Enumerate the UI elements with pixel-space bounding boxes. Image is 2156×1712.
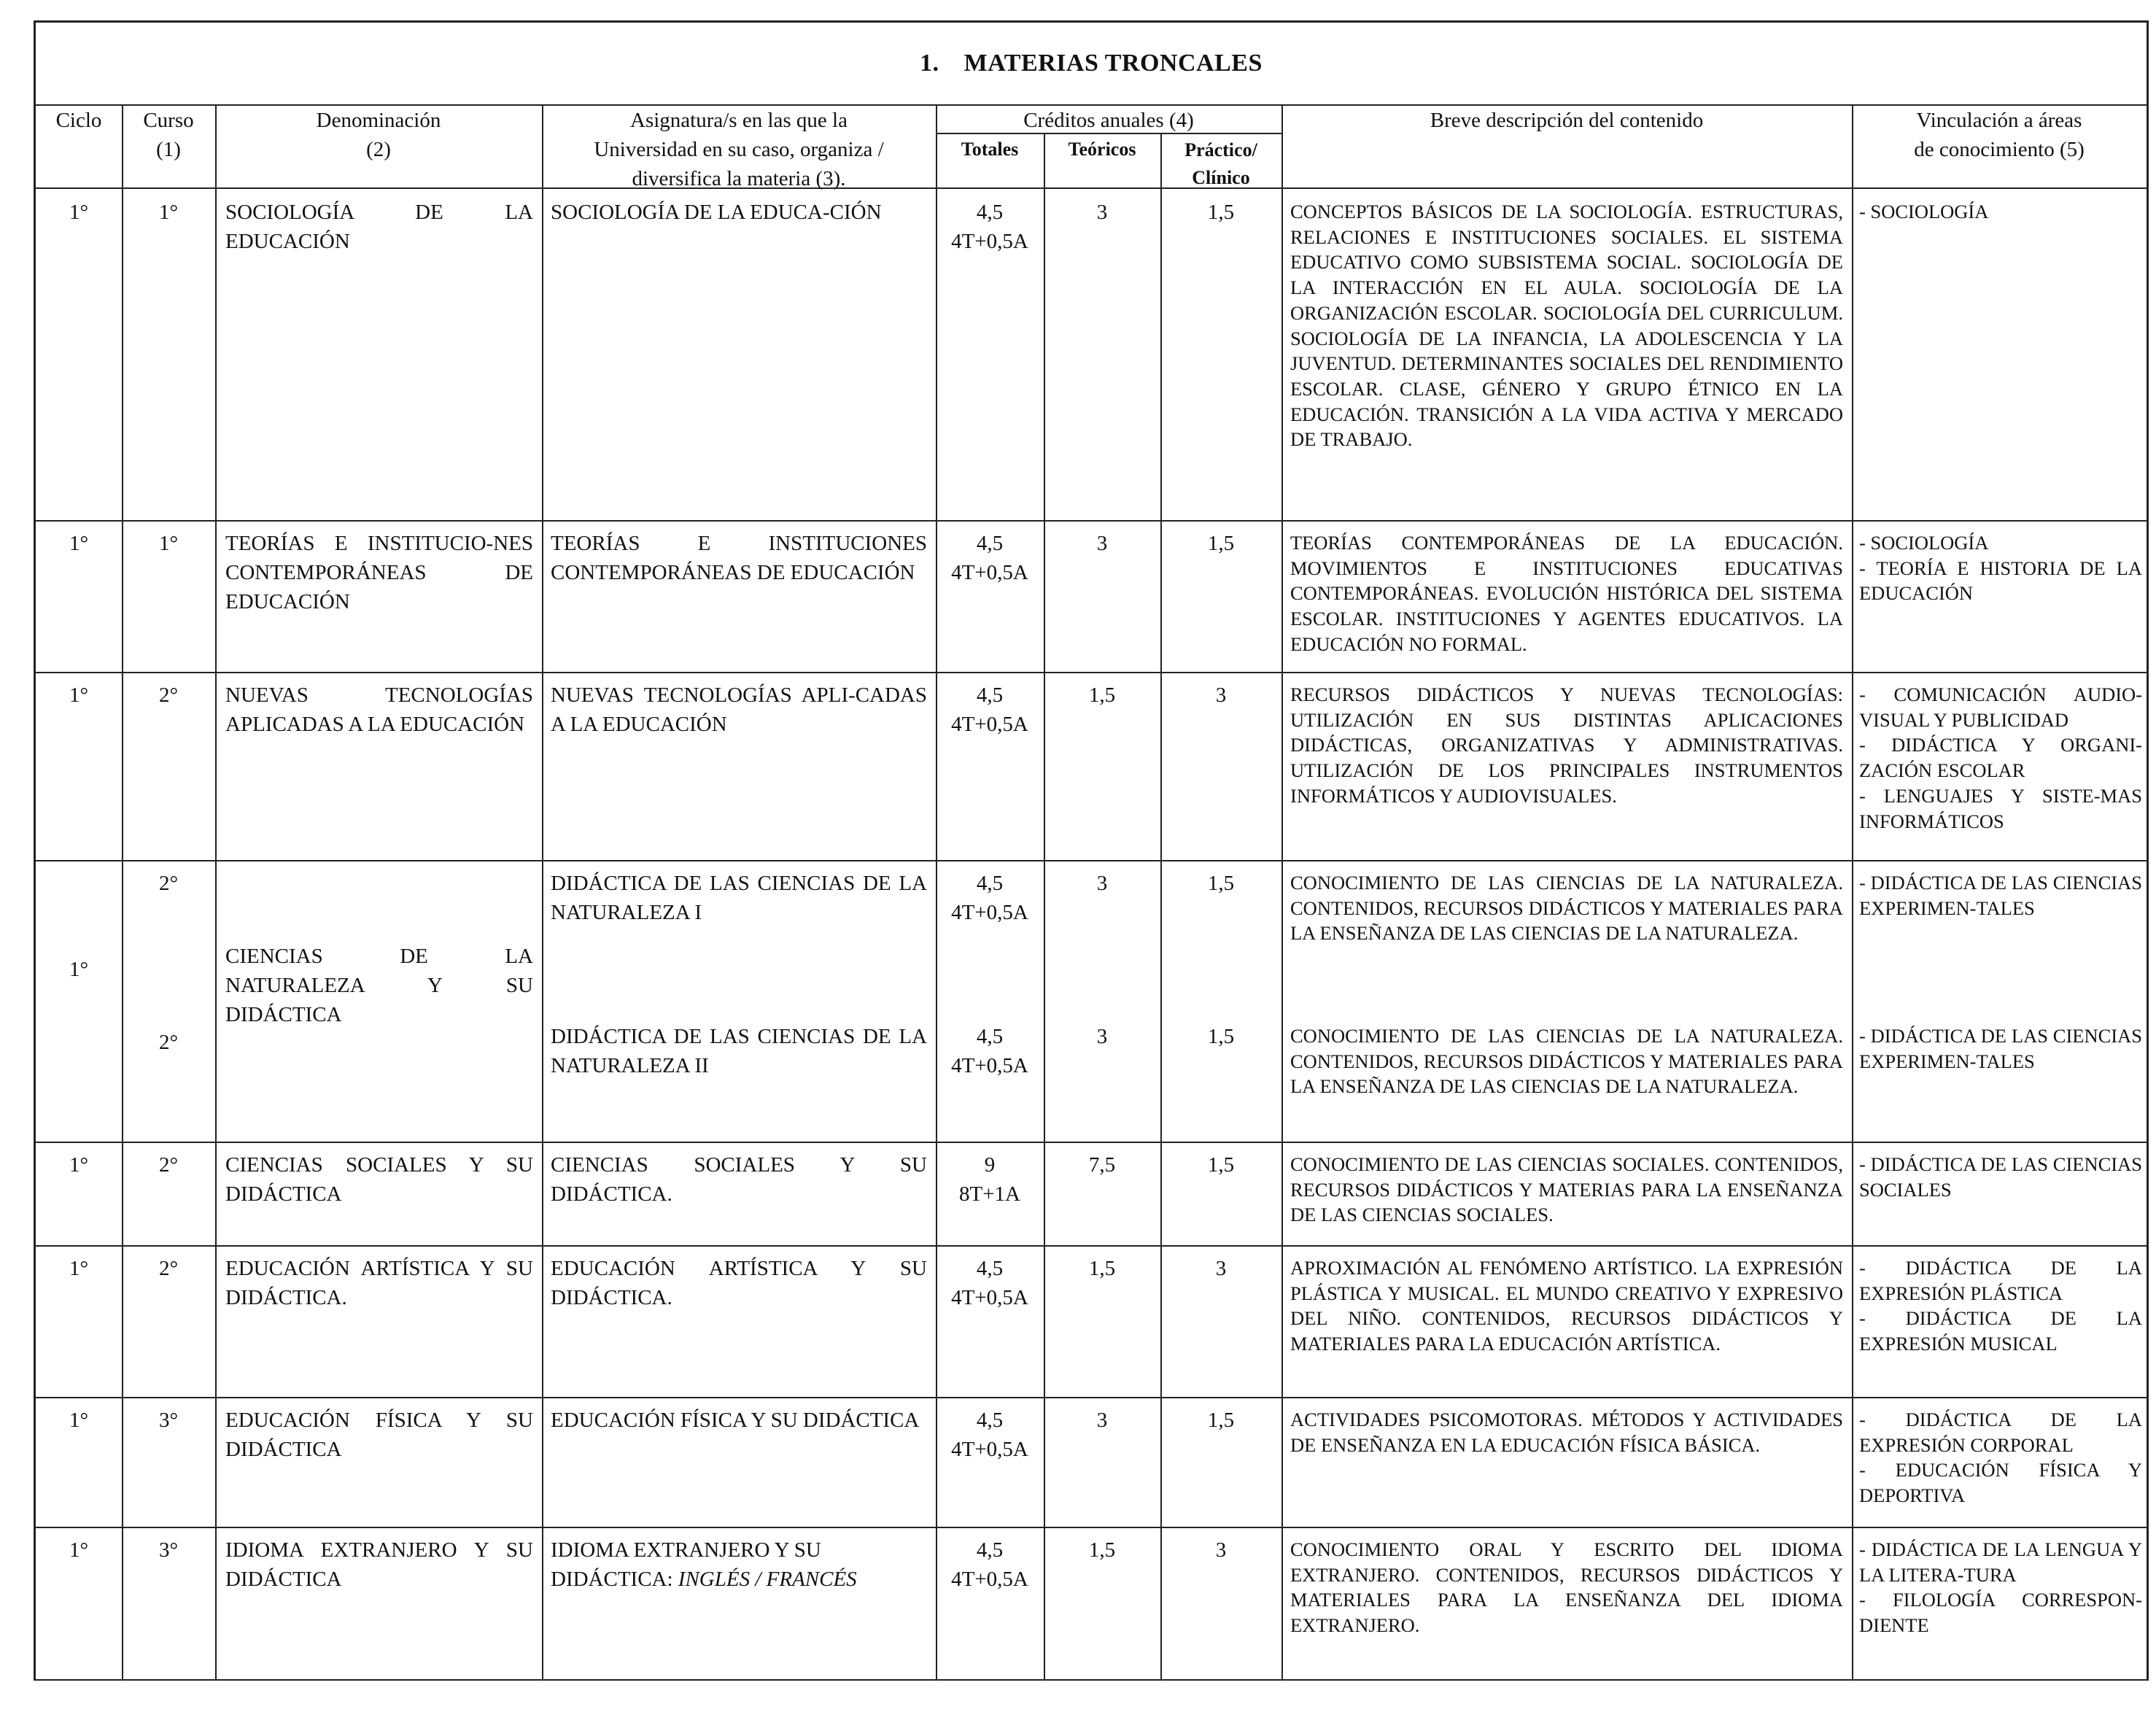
totales-value: 4,5 [976,872,1004,895]
col-rule [1281,104,1283,1679]
row-rule [36,1527,2147,1528]
descripcion-cell: APROXIMACIÓN AL FENÓMENO ARTÍSTICO. LA EXPRESIÓN PLÁSTICA Y MUSICAL. EL MUNDO CREATIVO Y EXPRESIVO DEL NIÑO. CONTENIDOS, RECURSOS DIDÁCTICOS Y MATERIALES PARA LA EDUCACIÓN ARTÍSTICA. [1290,1257,1843,1355]
teoricos-cell: 1,5 [1088,683,1116,707]
teoricos-cell: 3 [1096,201,1108,224]
ciclo-cell: 1° [69,1538,89,1562]
header-descripcion: Breve descripción del contenido [1430,109,1704,132]
area-item: - DIDÁCTICA Y ORGANI-ZACIÓN ESCOLAR [1859,734,2142,782]
area-item: - SOCIOLOGÍA [1859,532,1989,554]
areas-cell [1859,1537,2142,1638]
asignatura-cell: SOCIOLOGÍA DE LA EDUCA-CIÓN [551,201,882,224]
areas-cell [1859,682,2142,834]
section-title-text: MATERIAS TRONCALES [963,50,1263,77]
curso-cell: 2° [158,1031,179,1054]
materias-troncales-table [34,20,2149,1681]
denominacion-cell: IDIOMA EXTRANJERO Y SU DIDÁCTICA [225,1538,533,1592]
col-rule [1160,133,1162,1679]
row-rule [36,672,2147,673]
header-practico-line: Clínico [1192,166,1250,188]
totales-cell [936,1022,1044,1080]
practico-cell: 1,5 [1207,1153,1235,1177]
totales-cell [936,198,1044,256]
col-rule [1044,133,1045,1679]
header-creditos: Créditos anuales (4) [1023,109,1194,132]
teoricos-cell: 7,5 [1088,1153,1116,1177]
curso-cell: 2° [158,1153,179,1177]
area-item: - DIDÁCTICA DE LA LENGUA Y LA LITERA-TURA [1859,1538,2142,1586]
header-teoricos: Teóricos [1068,139,1136,160]
totales-value: 4,5 [976,201,1004,224]
asignatura-line: IDIOMA EXTRANJERO Y SU [551,1538,821,1562]
header-vinculacion-line: Vinculación a áreas [1916,109,2082,132]
denominacion-cell: EDUCACIÓN ARTÍSTICA Y SU DIDÁCTICA. [225,1257,533,1310]
practico-cell: 3 [1215,1538,1227,1562]
ciclo-cell: 1° [69,1409,89,1432]
curso-cell: 1° [158,201,179,224]
header-curso-label: Curso [143,109,194,132]
totales-detail: 4T+0,5A [951,561,1028,585]
descripcion-cell: ACTIVIDADES PSICOMOTORAS. MÉTODOS Y ACTIVIDADES DE ENSEÑANZA EN LA EDUCACIÓN FÍSICA BÁSICA. [1290,1409,1843,1456]
teoricos-cell: 1,5 [1088,1538,1116,1562]
header-denominacion-label: Denominación [316,109,441,132]
row-rule [36,860,2147,861]
teoricos-cell: 3 [1096,1409,1108,1432]
ciclo-cell: 1° [69,1153,89,1177]
totales-cell [936,1254,1044,1312]
denominacion-cell: EDUCACIÓN FÍSICA Y SU DIDÁCTICA [225,1409,533,1462]
area-item: - COMUNICACIÓN AUDIO-VISUAL Y PUBLICIDAD [1859,683,2142,731]
area-item: - LENGUAJES Y SISTE-MAS INFORMÁTICOS [1859,784,2142,832]
header-practico-line: Práctico/ [1184,139,1257,160]
section-number: 1. [920,50,939,77]
totales-value: 4,5 [976,532,1004,555]
descripcion-cell: CONOCIMIENTO DE LAS CIENCIAS SOCIALES. CONTENIDOS, RECURSOS DIDÁCTICOS Y MATERIAS PARA LA ENSEÑANZA DE LAS CIENCIAS SOCIALES. [1290,1153,1843,1226]
totales-detail: 4T+0,5A [951,1054,1028,1078]
totales-value: 4,5 [976,683,1004,707]
asignatura-cell: CIENCIAS SOCIALES Y SU DIDÁCTICA. [551,1153,927,1206]
teoricos-cell: 3 [1096,532,1108,555]
asignatura-cell: EDUCACIÓN ARTÍSTICA Y SU DIDÁCTICA. [551,1257,927,1310]
denominacion-cell: CIENCIAS DE LA NATURALEZA Y SU DIDÁCTICA [225,945,533,1027]
areas-cell [1859,1152,2142,1202]
practico-cell: 1,5 [1207,872,1235,895]
header-curso-note: (1) [156,138,181,162]
practico-cell: 1,5 [1207,1409,1235,1432]
areas-cell [1859,1407,2142,1508]
row-rule [36,1397,2147,1398]
practico-cell: 1,5 [1207,201,1235,224]
practico-cell: 3 [1215,683,1227,707]
curso-cell: 3° [158,1409,179,1432]
asignatura-line: DIDÁCTICA: [551,1568,678,1592]
teoricos-cell: 1,5 [1088,1257,1116,1280]
area-item: - EDUCACIÓN FÍSICA Y DEPORTIVA [1859,1459,2142,1507]
totales-detail: 4T+0,5A [951,1568,1028,1592]
totales-detail: 8T+1A [958,1182,1020,1206]
asignatura-languages: INGLÉS / FRANCÉS [678,1568,857,1592]
header-asignatura-line: Universidad en su caso, organiza / [594,138,884,162]
col-rule [1852,104,1853,1679]
descripcion-cell: CONCEPTOS BÁSICOS DE LA SOCIOLOGÍA. ESTRUCTURAS, RELACIONES E INSTITUCIONES SOCIALES. EL SISTEMA EDUCATIVO COMO SUBSISTEMA SOCIAL. SOCIOLOGÍA DE LA INTERACCIÓN EN EL AULA. SOCIOLOGÍA DE LA ORGANIZACIÓN ESCOLAR. SOCIOLOGÍA DEL CURRICULUM. SOCIOLOGÍA DE LA INFANCIA, LA ADOLESCENCIA Y LA JUVENTUD. DETERMINANTES SOCIALES DEL RENDIMIENTO ESCOLAR. CLASE, GÉNERO Y GRUPO ÉTNICO EN LA EDUCACIÓN. TRANSICIÓN A LA VIDA ACTIVA Y MERCADO DE TRABAJO. [1290,201,1843,451]
teoricos-cell: 3 [1096,1025,1108,1048]
denominacion-cell: SOCIOLOGÍA DE LA EDUCACIÓN [225,201,533,254]
descripcion-cell: TEORÍAS CONTEMPORÁNEAS DE LA EDUCACIÓN. MOVIMIENTOS E INSTITUCIONES EDUCATIVAS CONTEMPORÁNEAS. EVOLUCIÓN HISTÓRICA DEL SISTEMA ESCOLAR. INSTITUCIONES Y AGENTES EDUCATIVOS. LA EDUCACIÓN NO FORMAL. [1290,532,1843,655]
descripcion-cell: CONOCIMIENTO ORAL Y ESCRITO DEL IDIOMA EXTRANJERO. CONTENIDOS, RECURSOS DIDÁCTICOS Y MATERIALES PARA LA ENSEÑANZA DEL IDIOMA EXTRANJERO. [1290,1538,1843,1637]
area-item: - DIDÁCTICA DE LA EXPRESIÓN MUSICAL [1859,1307,2142,1355]
header-practico [1160,136,1281,191]
totales-value: 4,5 [976,1257,1004,1280]
area-item: - FILOLOGÍA CORRESPON-DIENTE [1859,1589,2142,1637]
col-rule [542,104,543,1679]
descripcion-cell: RECURSOS DIDÁCTICOS Y NUEVAS TECNOLOGÍAS: UTILIZACIÓN EN SUS DISTINTAS APLICACIONES DIDÁCTICAS, ORGANIZATIVAS Y ADMINISTRATIVAS. UTILIZACIÓN DE LOS PRINCIPALES INSTRUMENTOS INFORMÁTICOS Y AUDIOVISUALES. [1290,683,1843,807]
ciclo-cell: 1° [69,201,89,224]
denominacion-cell: TEORÍAS E INSTITUCIO-NES CONTEMPORÁNEAS DE EDUCACIÓN [225,532,533,614]
header-vinculacion-line: de conocimiento (5) [1914,138,2085,162]
areas-cell [1859,530,2142,606]
area-item: - TEORÍA E HISTORIA DE LA EDUCACIÓN [1859,557,2142,605]
curso-cell: 2° [158,1257,179,1280]
totales-detail: 4T+0,5A [951,713,1028,737]
asignatura-cell: EDUCACIÓN FÍSICA Y SU DIDÁCTICA [551,1409,920,1432]
col-rule [215,104,217,1679]
totales-value: 4,5 [976,1025,1004,1048]
curso-cell: 1° [158,532,179,555]
area-item: - DIDÁCTICA DE LAS CIENCIAS EXPERIMEN-TALES [1859,1025,2142,1072]
practico-cell: 3 [1215,1257,1227,1280]
totales-cell [936,1150,1044,1209]
header-vinculacion [1852,106,2147,164]
ciclo-cell: 1° [69,532,89,555]
totales-detail: 4T+0,5A [951,1438,1028,1462]
header-denominacion-note: (2) [366,138,391,162]
areas-cell [1859,870,2142,921]
ciclo-cell: 1° [69,1257,89,1280]
section-title [36,23,2147,104]
totales-cell [936,681,1044,739]
curso-cell: 2° [158,683,179,707]
row-rule [36,1245,2147,1247]
asignatura-cell: DIDÁCTICA DE LAS CIENCIAS DE LA NATURALEZA I [551,872,927,925]
header-bottom-rule [36,187,2147,189]
totales-value: 4,5 [976,1409,1004,1432]
area-item: - DIDÁCTICA DE LA EXPRESIÓN CORPORAL [1859,1409,2142,1456]
totales-detail: 4T+0,5A [951,1286,1028,1310]
descripcion-cell: CONOCIMIENTO DE LAS CIENCIAS DE LA NATURALEZA. CONTENIDOS, RECURSOS DIDÁCTICOS Y MATERIALES PARA LA ENSEÑANZA DE LAS CIENCIAS DE LA NATURALEZA. [1290,1025,1843,1098]
totales-detail: 4T+0,5A [951,901,1028,925]
areas-cell [1859,1023,2142,1074]
header-curso [122,106,215,164]
header-asignatura-line: diversifica la materia (3). [632,167,846,191]
practico-cell: 1,5 [1207,1025,1235,1048]
totales-value: 4,5 [976,1538,1004,1562]
totales-cell [936,869,1044,927]
areas-cell [1859,199,2142,225]
header-ciclo: Ciclo [55,109,102,132]
header-totales: Totales [961,139,1019,160]
asignatura-cell [551,1535,927,1594]
asignatura-cell: TEORÍAS E INSTITUCIONES CONTEMPORÁNEAS DE EDUCACIÓN [551,532,927,585]
area-item: - SOCIOLOGÍA [1859,201,1989,222]
descripcion-cell: CONOCIMIENTO DE LAS CIENCIAS DE LA NATURALEZA. CONTENIDOS, RECURSOS DIDÁCTICOS Y MATERIALES PARA LA ENSEÑANZA DE LAS CIENCIAS DE LA NATURALEZA. [1290,872,1843,945]
denominacion-cell: CIENCIAS SOCIALES Y SU DIDÁCTICA [225,1153,533,1206]
asignatura-cell: NUEVAS TECNOLOGÍAS APLI-CADAS A LA EDUCACIÓN [551,683,927,737]
header-asignatura-line: Asignatura/s en las que la [630,109,848,132]
area-item: - DIDÁCTICA DE LA EXPRESIÓN PLÁSTICA [1859,1257,2142,1304]
ciclo-cell: 1° [69,958,89,981]
row-rule [36,1142,2147,1143]
curso-cell: 2° [158,872,179,895]
totales-detail: 4T+0,5A [951,230,1028,254]
totales-value: 9 [984,1153,996,1177]
header-asignatura [542,106,936,193]
totales-cell [936,1535,1044,1594]
totales-cell [936,529,1044,587]
area-item: - DIDÁCTICA DE LAS CIENCIAS SOCIALES [1859,1153,2142,1201]
teoricos-cell: 3 [1096,872,1108,895]
areas-cell [1859,1255,2142,1357]
curso-cell: 3° [158,1538,179,1562]
area-item: - DIDÁCTICA DE LAS CIENCIAS EXPERIMEN-TALES [1859,872,2142,919]
ciclo-cell: 1° [69,683,89,707]
row-rule [36,520,2147,522]
asignatura-cell: DIDÁCTICA DE LAS CIENCIAS DE LA NATURALEZA II [551,1025,927,1078]
totales-cell [936,1406,1044,1464]
header-denominacion [215,106,542,164]
denominacion-cell: NUEVAS TECNOLOGÍAS APLICADAS A LA EDUCACIÓN [225,683,533,737]
practico-cell: 1,5 [1207,532,1235,555]
